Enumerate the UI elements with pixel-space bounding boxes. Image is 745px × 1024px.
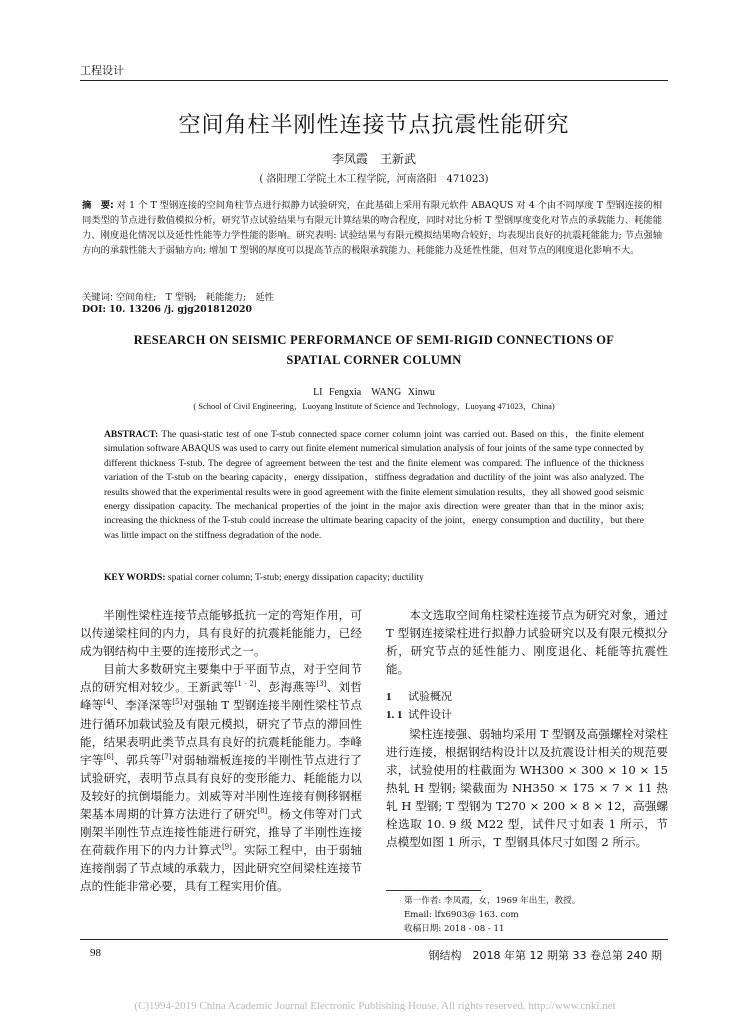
citation-ref[interactable]: [7] — [161, 752, 172, 761]
affiliation-en: ( School of Civil Engineering，Luoyang Institute of Science and Technology，Luoyang 471023，China) — [193, 401, 555, 411]
authors-cn: 李凤霞 王新武 — [331, 152, 416, 166]
copyright-watermark: (C)1994-2019 China Academic Journal Electronic Publishing House. All rights reserved. http://www.cnki.net — [134, 1000, 616, 1012]
keywords-en-text: spatial corner column; T-stub; energy dissipation capacity; ductility — [167, 573, 424, 583]
keywords-cn — [82, 289, 662, 303]
abstract-en-label: ABSTRACT: — [104, 430, 159, 440]
citation-ref[interactable]: [4] — [103, 698, 114, 707]
abstract-cn — [82, 198, 662, 258]
footnote-author: 第一作者: 李凤霞，女，1969 年出生，教授。 — [404, 896, 581, 906]
intro-paragraph-2: 目前大多数研究主要集中于平面节点，对于空间节点的研究相对较少。王新武等[1 - 2]、彭海燕等[3]、刘哲峰等[4]、李泽深等[5]对强轴 T 型钢连接半刚性梁柱节点进行循环加载试验及有限元模拟，研究了节点的滞回性能，结果表明此类节点具有良好的抗震耗能能力。李峰宇等[6]、郭兵等[7]对弱轴端板连接的半刚性节点进行了试验研究，表明节点具有良好的变形能力、耗能能力以及较好的抗倒塌能力。刘威等对半刚性连接有侧移钢框架基本周期的计算方法进行了研究[8]。杨文伟等对门式刚架半刚性节点连接性能进行研究，推导了半刚性连接在荷载作用下的内力计算式[9]。实际工程中，由于弱轴连接削弱了节点域的承载力，因此研究空间梁柱连接节点的性能非常必要，具有工程实用价值。 — [80, 662, 362, 894]
specimen-paragraph: 梁柱连接强、弱轴均采用 T 型钢及高强螺栓对梁柱进行连接，根据钢结构设计以及抗震设计相关的规范要求，试验使用的柱截面为 WH300 × 300 × 10 × 15 热轧 H 型钢; 梁截面为 NH350 × 175 × 7 × 11 热轧 H 型钢; T 型钢为 T270 × 200 × 8 × 12，高强螺栓选取 10. 9 级 M22 型，试件尺寸如表 1 所示，节点模型如图 1 所示，T 型钢具体尺寸如图 2 所示。 — [386, 726, 668, 850]
intro-paragraph-1: 半刚性梁柱连接节点能够抵抗一定的弯矩作用，可以传递梁柱间的内力，具有良好的抗震耗能能力，已经成为钢结构中主要的连接形式之一。 — [80, 608, 362, 659]
section-heading-1: 1 试验概况 — [386, 690, 452, 704]
title-en-line2: SPATIAL CORNER COLUMN — [286, 353, 462, 367]
citation-ref[interactable]: [5] — [172, 698, 183, 707]
footnote-rule — [386, 890, 481, 891]
page-title: 空间角柱半刚性连接节点抗震性能研究 — [178, 113, 570, 138]
body-column-left — [80, 606, 362, 896]
section-heading-1-1: 1. 1 试件设计 — [386, 708, 452, 722]
keywords-en-label: KEY WORDS: — [104, 573, 166, 583]
section-tag: 工程设计 — [80, 64, 124, 77]
intro-paragraph-3: 本文选取空间角柱梁柱连接节点为研究对象，通过 T 型钢连接梁柱进行拟静力试验研究以及有限元模拟分析，研究节点的延性能力、刚度退化、耗能等抗震性能。 — [386, 608, 668, 677]
abstract-cn-text: 对 1 个 T 型钢连接的空间角柱节点进行拟静力试验研究，在此基础上采用有限元软件 ABAQUS 对 4 个由不同厚度 T 型钢连接的相同类型的节点进行数值模拟分析，研究节点试验结果与有限元计算结果的吻合程度，同时对比分析 T 型钢厚度变化对节点的承载能力、耗能能力、刚度退化情况以及延性性能等力学性能的影响。研究表明: 试验结果与有限元模拟结果吻合较好，均表现出良好的抗震耗能能力; 节点强轴方向的承载性能大于弱轴方向; 增加 T 型钢的厚度可以提高节点的极限承载能力、耗能能力及延性性能，但对节点的刚度退化影响不大。 — [82, 200, 662, 257]
journal-info: 钢结构 2018 年第 12 期第 33 卷总第 240 期 — [428, 949, 662, 962]
citation-ref[interactable]: [9] — [221, 843, 232, 852]
footnote — [404, 894, 664, 936]
footnote-email: Email: lfx6903@ 163. com — [404, 910, 519, 920]
title-en-line1: RESEARCH ON SEISMIC PERFORMANCE OF SEMI-RIGID CONNECTIONS OF — [133, 333, 615, 347]
footer-rule — [80, 939, 668, 940]
title-en — [80, 330, 668, 370]
keywords-en — [104, 573, 644, 583]
abstract-en — [104, 428, 644, 543]
authors-en: LI Fengxia WANG Xinwu — [313, 387, 435, 398]
citation-ref[interactable]: [1 - 2] — [234, 680, 257, 689]
header-rule — [80, 80, 668, 81]
keywords-cn-text: 空间角柱; T 型钢; 耗能能力; 延性 — [116, 292, 275, 303]
affiliation-cn: ( 洛阳理工学院土木工程学院，河南洛阳 471023) — [259, 174, 489, 185]
footnote-received: 收稿日期: 2018 - 08 - 11 — [404, 924, 505, 934]
body-column-right — [386, 606, 668, 851]
citation-ref[interactable]: [3] — [316, 680, 327, 689]
abstract-en-text: The quasi-static test of one T-stub connected space corner column joint was carried out. Based on this，the finite element simulation software ABAQUS was used to carry out finite element numerical simulation analysis of four joints of the same type connected by different thickness T-stub. The degree of agreement between the test and the finite element was compared. The influence of the thickness variation of the T-stub on the bearing capacity，energy dissipation，stiffness degradation and ductility of the joint was also analyzed. The results showed that the experimental results were in good agreement with the finite element simulation results，they all showed good seismic energy dissipation capacity. The mechanical properties of the joint in the major axis direction were greater than that in the minor axis; increasing the thickness of the T-stub could increase the ultimate bearing capacity of the joint，energy consumption and ductility，but there was little impact on the stiffness degradation of the node. — [104, 430, 644, 541]
keywords-cn-label: 关键词: — [82, 292, 114, 303]
citation-ref[interactable]: [8] — [257, 807, 268, 816]
citation-ref[interactable]: [6] — [103, 752, 114, 761]
doi: DOI: 10. 13206 /j. gjg201812020 — [82, 304, 252, 315]
abstract-cn-label: 摘 要: — [82, 200, 114, 211]
page-number: 98 — [90, 947, 101, 959]
